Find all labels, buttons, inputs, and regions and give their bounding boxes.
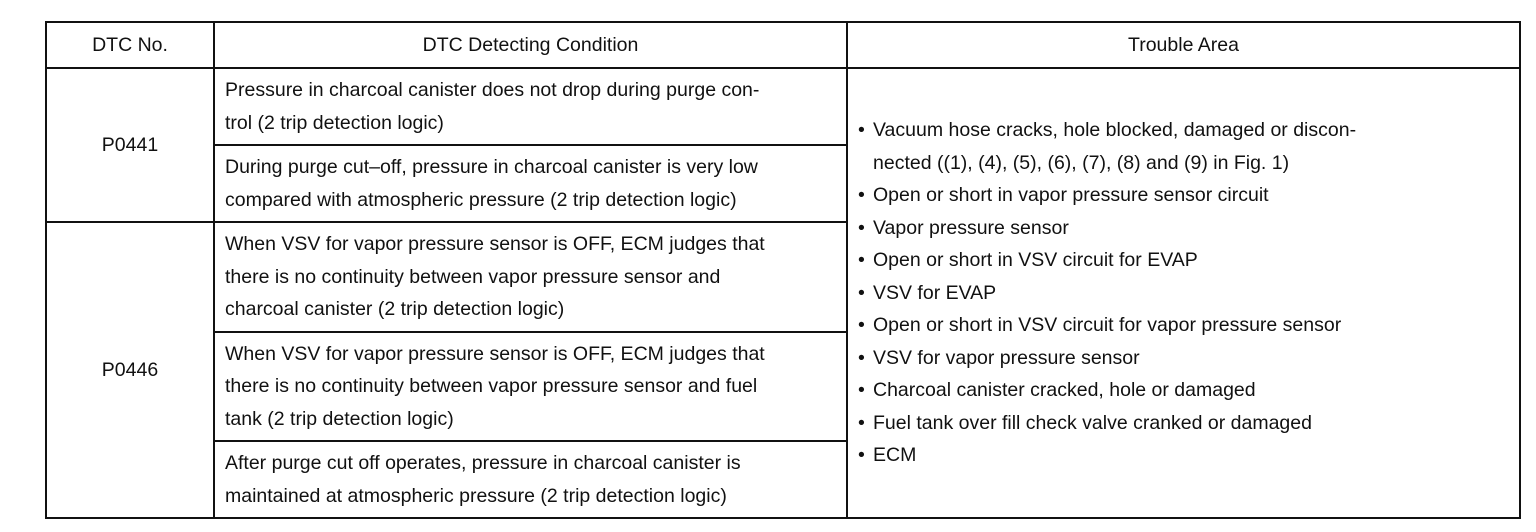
trouble-area-text: VSV for EVAP — [873, 281, 997, 304]
trouble-area-text: VSV for vapor pressure sensor — [873, 346, 1140, 369]
header-row — [46, 22, 1520, 68]
trouble-area-cell — [847, 68, 1520, 518]
trouble-area-item — [858, 309, 1511, 342]
trouble-area-text: Open or short in vapor pressure sensor circuit — [873, 184, 1269, 207]
header-dtc-no: DTC No. — [46, 22, 214, 68]
trouble-area-text: Charcoal canister cracked, hole or damaged — [873, 379, 1256, 402]
trouble-area-text: Open or short in VSV circuit for vapor pressure sensor — [873, 314, 1342, 337]
trouble-area-item — [858, 342, 1511, 375]
trouble-area-list — [858, 114, 1511, 472]
dtc-table — [45, 21, 1521, 519]
trouble-area-item — [858, 439, 1511, 472]
bullet-icon: • — [858, 184, 865, 207]
condition-cell: When VSV for vapor pressure sensor is OFF, ECM judges that there is no continuity between vapor pressure sensor and fuel tank (2 trip detection logic) — [214, 332, 847, 442]
dtc-code-cell: P0446 — [46, 222, 214, 518]
header-detecting-condition: DTC Detecting Condition — [214, 22, 847, 68]
dtc-code-cell: P0441 — [46, 68, 214, 222]
bullet-icon: • — [858, 444, 865, 467]
bullet-icon: • — [858, 119, 865, 142]
bullet-icon: • — [858, 379, 865, 402]
condition-cell: When VSV for vapor pressure sensor is OFF, ECM judges that there is no continuity between vapor pressure sensor and charcoal canister (2 trip detection logic) — [214, 222, 847, 332]
table-body — [46, 68, 1520, 518]
bullet-icon: • — [858, 249, 865, 272]
trouble-area-text: Open or short in VSV circuit for EVAP — [873, 249, 1198, 272]
condition-cell: During purge cut–off, pressure in charcoal canister is very low compared with atmospheric pressure (2 trip detection logic) — [214, 145, 847, 222]
trouble-area-item — [858, 244, 1511, 277]
trouble-area-text: ECM — [873, 444, 917, 467]
bullet-icon: • — [858, 411, 865, 434]
bullet-icon: • — [858, 216, 865, 239]
trouble-area-item — [858, 277, 1511, 310]
trouble-area-item — [858, 212, 1511, 245]
trouble-area-text: Fuel tank over fill check valve cranked or damaged — [873, 411, 1312, 434]
bullet-icon: • — [858, 346, 865, 369]
trouble-area-item — [858, 179, 1511, 212]
bullet-icon: • — [858, 281, 865, 304]
trouble-area-text: Vacuum hose cracks, hole blocked, damaged or discon- nected ((1), (4), (5), (6), (7), (8) and (9) in Fig. 1) — [873, 119, 1357, 174]
table-header — [46, 22, 1520, 68]
trouble-area-text: Vapor pressure sensor — [873, 216, 1069, 239]
trouble-area-item — [858, 407, 1511, 440]
trouble-area-item — [858, 374, 1511, 407]
table-row — [46, 68, 1520, 145]
condition-cell: After purge cut off operates, pressure in charcoal canister is maintained at atmospheric pressure (2 trip detection logic) — [214, 441, 847, 518]
condition-cell: Pressure in charcoal canister does not drop during purge con- trol (2 trip detection logic) — [214, 68, 847, 145]
trouble-area-item — [858, 114, 1511, 179]
header-trouble-area: Trouble Area — [847, 22, 1520, 68]
bullet-icon: • — [858, 314, 865, 337]
